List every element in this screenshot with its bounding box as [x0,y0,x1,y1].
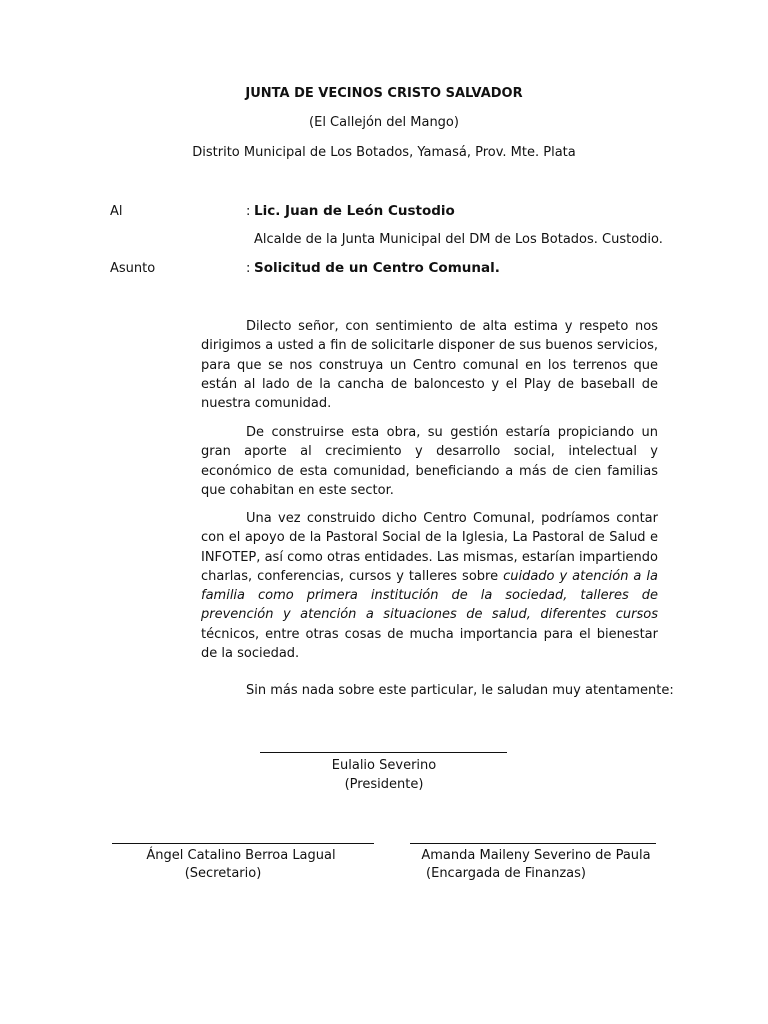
secretary-role: (Secretario) [184,866,262,881]
president-signature-line [260,752,507,753]
letter-paragraph-3 [201,509,658,663]
to-label: Al [110,204,123,219]
to-colon: : [246,204,251,219]
organization-subtitle: (El Callejón del Mango) [309,115,459,130]
paragraph-3-italic: cuidado y atención a la familia como primera institución de la sociedad, talleres de prevención y atención a situaciones de salud, diferentes cursos [201,568,658,623]
organization-title: JUNTA DE VECINOS CRISTO SALVADOR [245,86,523,101]
paragraph-3-start: Una vez construido dicho Centro Comunal, podríamos contar con el apoyo de la Pastoral Social de la Iglesia, La Pastoral de Salud e INFOTEP, así como otras entidades. Las mismas, estarían impartiendo charlas, conferencias, cursos y talleres sobre [201,511,658,584]
president-name: Eulalio Severino [331,758,437,773]
president-role: (Presidente) [344,777,424,792]
paragraph-2-text: De construirse esta obra, su gestión estaría propiciando un gran aporte al crecimiento y desarrollo social, intelectual y económico de esta comunidad, beneficiando a más de cien familias que cohabitan en este sector. [201,425,658,498]
closing-line: Sin más nada sobre este particular, le saludan muy atentamente: [246,683,674,698]
letter-paragraph-2 [201,423,658,500]
secretary-name: Ángel Catalino Berroa Lagual [146,848,336,863]
treasurer-role: (Encargada de Finanzas) [426,866,586,881]
treasurer-signature-line [410,843,656,844]
recipient-name: Lic. Juan de León Custodio [254,203,455,219]
treasurer-name: Amanda Maileny Severino de Paula [421,848,651,863]
subject-label: Asunto [110,261,156,276]
organization-district: Distrito Municipal de Los Botados, Yamasá, Prov. Mte. Plata [192,145,576,160]
paragraph-1-text: Dilecto señor, con sentimiento de alta estima y respeto nos dirigimos a usted a fin de solicitarle disponer de sus buenos servicios, para que se nos construya un Centro comunal en los terrenos que están al lado de la cancha de baloncesto y el Play de baseball de nuestra comunidad. [201,319,658,412]
secretary-signature-line [112,843,374,844]
letter-paragraph-1 [201,317,658,413]
recipient-title: Alcalde de la Junta Municipal del DM de Los Botados. Custodio. [254,232,663,247]
subject-value: Solicitud de un Centro Comunal. [254,260,500,276]
paragraph-3-end: técnicos, entre otras cosas de mucha importancia para el bienestar de la sociedad. [201,626,658,662]
subject-colon: : [246,261,251,276]
